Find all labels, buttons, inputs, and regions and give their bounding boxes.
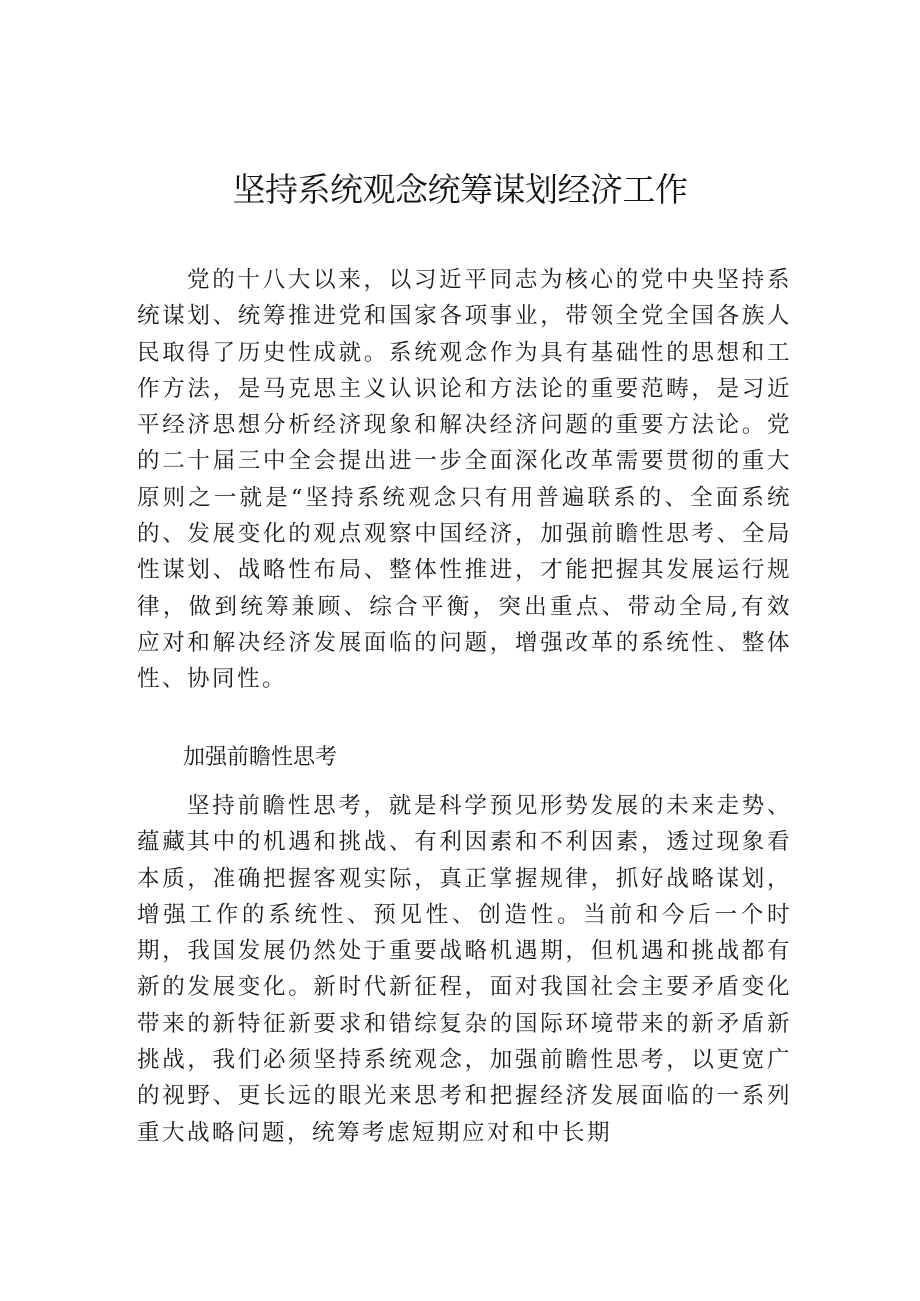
section-paragraph: 坚持前瞻性思考，就是科学预见形势发展的未来走势、蕴藏其中的机遇和挑战、有利因素和不利因素，透过现象看本质，准确把握客观实际，真正掌握规律，抓好战略谋划，增强工作的系统性、预见性、创造性。当前和今后一个时期，我国发展仍然处于重要战略机遇期，但机遇和挑战都有新的发展变化。新时代新征程，面对我国社会主要矛盾变化带来的新特征新要求和错综复杂的国际环境带来的新矛盾新挑战，我们必须坚持系统观念，加强前瞻性思考，以更宽广的视野、更长远的眼光来思考和把握经济发展面临的一系列重大战略问题，统筹考虑短期应对和中长期 (137, 793, 792, 1146)
intro-paragraph: 党的十八大以来，以习近平同志为核心的党中央坚持系统谋划、统筹推进党和国家各项事业，带领全党全国各族人民取得了历史性成就。系统观念作为具有基础性的思想和工作方法，是马克思主义认识论和方法论的重要范畴，是习近平经济思想分析经济现象和解决经济问题的重要方法论。党的二十届三中全会提出进一步全面深化改革需要贯彻的重大原则之一就是“坚持系统观念只有用普遍联系的、全面系统的、发展变化的观点观察中国经济，加强前瞻性思考、全局性谋划、战略性布局、整体性推进，才能把握其发展运行规律，做到统筹兼顾、综合平衡，突出重点、带动全局,有效应对和解决经济发展面临的问题，增强改革的系统性、整体性、协同性。 (137, 267, 792, 693)
document-title: 坚持系统观念统筹谋划经济工作 (232, 170, 688, 209)
section-heading: 加强前瞻性思考 (183, 745, 338, 770)
